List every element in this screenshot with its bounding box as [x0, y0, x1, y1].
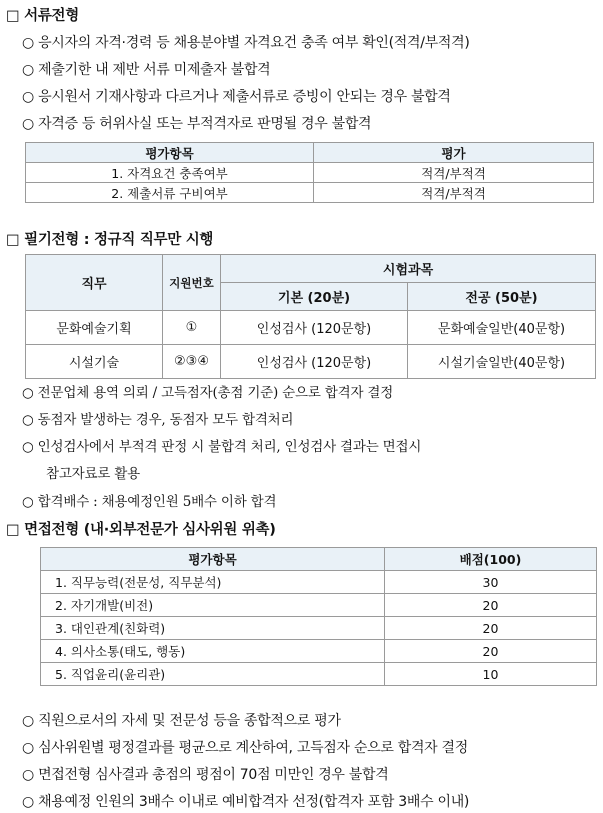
- table-row: [26, 345, 596, 379]
- table-cell: 10: [385, 663, 597, 686]
- list-item: ○ 응시원서 기재사항과 다르거나 제출서류로 증빙이 안되는 경우 불합격: [22, 89, 451, 105]
- table-row: [41, 663, 597, 686]
- written-test-table: [25, 254, 596, 379]
- table-header-cell: 배점(100): [385, 548, 597, 571]
- table-row: [26, 163, 594, 183]
- section-heading-document-screening: □ 서류전형: [6, 8, 79, 24]
- table-cell: 문화예술기획: [26, 311, 163, 345]
- table-row: [41, 617, 597, 640]
- table-cell: 1. 직무능력(전문성, 직무분석): [41, 571, 385, 594]
- table-cell: 적격/부적격: [314, 183, 594, 203]
- table-cell: ②③④: [163, 345, 221, 379]
- table-row: [41, 594, 597, 617]
- list-item: ○ 채용예정 인원의 3배수 이내로 예비합격자 선정(합격자 포함 3배수 이내): [22, 794, 470, 810]
- table-cell: 2. 자기개발(비전): [41, 594, 385, 617]
- list-item: ○ 자격증 등 허위사실 또는 부적격자로 판명될 경우 불합격: [22, 116, 372, 132]
- table-cell: 30: [385, 571, 597, 594]
- table-header-cell: 평가항목: [41, 548, 385, 571]
- table-header-cell: 시험과목: [221, 255, 596, 283]
- table-cell: 20: [385, 594, 597, 617]
- table-cell: 3. 대인관계(친화력): [41, 617, 385, 640]
- document-screening-table: [25, 142, 594, 203]
- table-cell: 1. 자격요건 충족여부: [26, 163, 314, 183]
- list-item: ○ 합격배수 : 채용예정인원 5배수 이하 합격: [22, 494, 277, 510]
- table-cell: 4. 의사소통(태도, 행동): [41, 640, 385, 663]
- table-row: [41, 571, 597, 594]
- table-row: [26, 311, 596, 345]
- section-heading-interview: □ 면접전형 (내·외부전문가 심사위원 위촉): [6, 522, 276, 538]
- list-item: ○ 제출기한 내 제반 서류 미제출자 불합격: [22, 62, 271, 78]
- list-item: ○ 동점자 발생하는 경우, 동점자 모두 합격처리: [22, 412, 294, 428]
- section-heading-written-test: □ 필기전형 : 정규직 직무만 시행: [6, 232, 214, 248]
- table-cell: 적격/부적격: [314, 163, 594, 183]
- list-item-continuation: 참고자료로 활용: [46, 466, 140, 482]
- table-cell: 인성검사 (120문항): [221, 311, 408, 345]
- table-cell: 5. 직업윤리(윤리관): [41, 663, 385, 686]
- table-header-cell: 직무: [26, 255, 163, 311]
- table-cell: 2. 제출서류 구비여부: [26, 183, 314, 203]
- list-item: ○ 전문업체 용역 의뢰 / 고득점자(총점 기준) 순으로 합격자 결정: [22, 385, 394, 401]
- table-cell: ①: [163, 311, 221, 345]
- table-cell: 시설기술: [26, 345, 163, 379]
- table-header-cell: 평가: [314, 143, 594, 163]
- interview-table: [40, 547, 597, 686]
- table-header-cell: 기본 (20분): [221, 283, 408, 311]
- table-row: [41, 640, 597, 663]
- table-cell: 인성검사 (120문항): [221, 345, 408, 379]
- table-cell: 문화예술일반(40문항): [408, 311, 596, 345]
- list-item: ○ 직원으로서의 자세 및 전문성 등을 종합적으로 평가: [22, 713, 341, 729]
- table-cell: 20: [385, 617, 597, 640]
- list-item: ○ 면접전형 심사결과 총점의 평점이 70점 미만인 경우 불합격: [22, 767, 389, 783]
- table-header-cell: 평가항목: [26, 143, 314, 163]
- table-header-cell: 지원번호: [163, 255, 221, 311]
- table-cell: 20: [385, 640, 597, 663]
- list-item: ○ 심사위원별 평정결과를 평균으로 계산하여, 고득점자 순으로 합격자 결정: [22, 740, 468, 756]
- list-item: ○ 인성검사에서 부적격 판정 시 불합격 처리, 인성검사 결과는 면접시: [22, 439, 422, 455]
- table-cell: 시설기술일반(40문항): [408, 345, 596, 379]
- list-item: ○ 응시자의 자격·경력 등 채용분야별 자격요건 충족 여부 확인(적격/부적격): [22, 35, 470, 51]
- table-header-cell: 전공 (50분): [408, 283, 596, 311]
- table-row: [26, 183, 594, 203]
